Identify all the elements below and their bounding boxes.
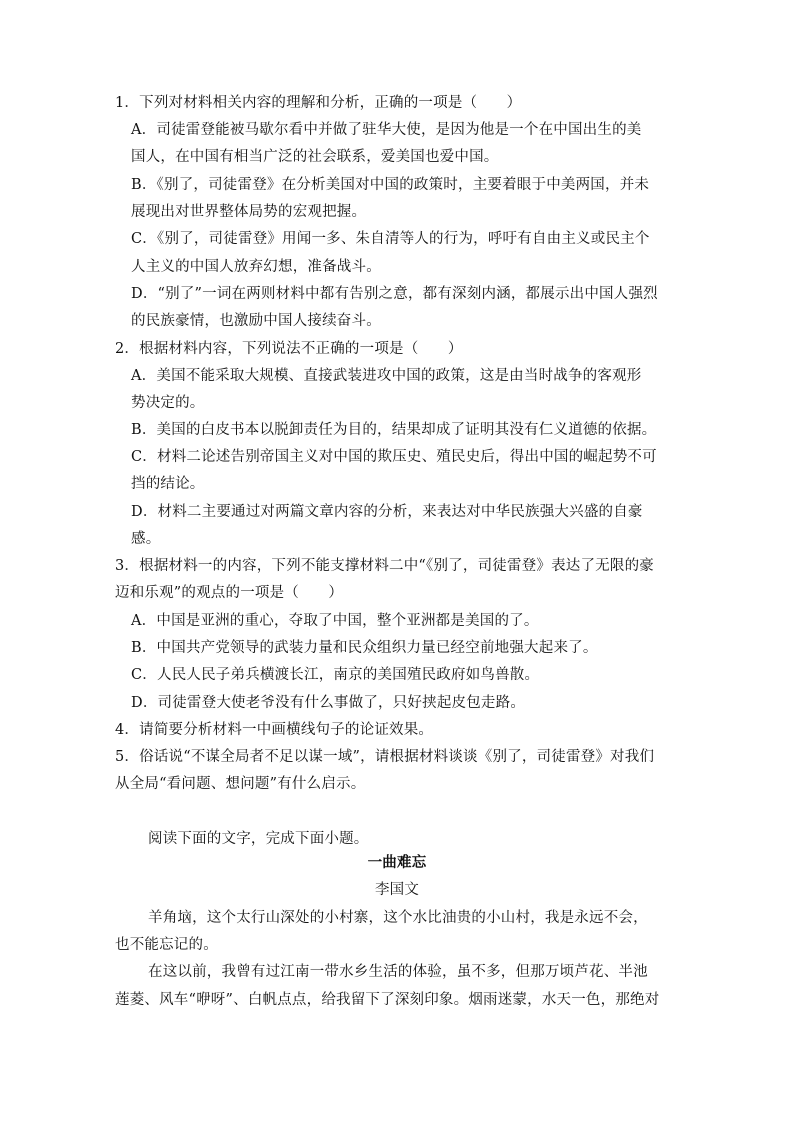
question-3-option-c: C．人民人民子弟兵横渡长江，南京的美国殖民政府如鸟兽散。 [131, 667, 540, 683]
question-1-option-a-cont: 国人，在中国有相当广泛的社会联系，爱美国也爱中国。 [131, 149, 499, 165]
question-3-option-a: A．中国是亚洲的重心，夺取了中国，整个亚洲都是美国的了。 [131, 613, 539, 629]
question-1-option-d: D．“别了”一词在两则材料中都有告别之意，都有深刻内涵，都展示出中国人强烈 [131, 286, 658, 302]
question-5-stem-cont: 从全局“看问题、想问题”有什么启示。 [115, 776, 366, 792]
question-2-option-a: A．美国不能采取大规模、直接武装进攻中国的政策，这是由当时战争的客观形 [131, 368, 642, 384]
passage-paragraph-1-cont: 也不能忘记的。 [115, 937, 218, 953]
question-1-option-b: B．《别了，司徒雷登》在分析美国对中国的政策时，主要着眼于中美两国，并未 [131, 177, 650, 193]
question-2-option-c: C．材料二论述告别帝国主义对中国的欺压史、殖民史后，得出中国的崛起势不可 [131, 449, 657, 465]
question-2-option-d: D．材料二主要通过对两篇文章内容的分析，来表达对中华民族强大兴盛的自豪 [131, 504, 643, 520]
question-2-option-c-cont: 挡的结论。 [131, 476, 205, 492]
question-1-option-c-cont: 人主义的中国人放弃幻想，准备战斗。 [131, 259, 381, 275]
question-1-option-d-cont: 的民族豪情，也激励中国人接续奋斗。 [131, 313, 381, 329]
passage-author: 李国文 [374, 882, 420, 898]
question-3-stem: 3．根据材料一的内容，下列不能支撑材料二中“《别了，司徒雷登》表达了无限的豪 [115, 558, 654, 574]
reading-instruction: 阅读下面的文字，完成下面小题。 [148, 831, 369, 847]
question-2-option-a-cont: 势决定的。 [131, 395, 205, 411]
passage-paragraph-2-cont: 莲菱、风车“咿呀”、白帆点点，给我留下了深刻印象。烟雨迷蒙，水天一色，那绝对 [115, 992, 660, 1008]
passage-paragraph-1: 羊角垴，这个太行山深处的小村寨，这个水比油贵的小山村，我是永远不会， [148, 910, 648, 926]
question-2-option-d-cont: 感。 [131, 531, 161, 547]
question-2-stem: 2．根据材料内容，下列说法不正确的一项是（ ） [115, 341, 463, 357]
question-1-option-a: A．司徒雷登能被马歇尔看中并做了驻华大使，是因为他是一个在中国出生的美 [131, 122, 642, 138]
passage-paragraph-2: 在这以前，我曾有过江南一带水乡生活的体验，虽不多，但那万顷芦花、半池 [148, 964, 648, 980]
question-4-stem: 4．请简要分析材料一中画横线句子的论证效果。 [115, 722, 434, 738]
question-3-option-b: B．中国共产党领导的武装力量和民众组织力量已经空前地强大起来了。 [131, 640, 598, 656]
question-1-option-c: C．《别了，司徒雷登》用闻一多、朱自清等人的行为，呼吁有自由主义或民主个 [131, 231, 650, 247]
question-3-option-d: D．司徒雷登大使老爷没有什么事做了，只好挟起皮包走路。 [131, 695, 526, 711]
question-2-option-b: B．美国的白皮书本以脱卸责任为目的，结果却成了证明其没有仁义道德的依据。 [131, 422, 657, 438]
passage-title: 一曲难忘 [367, 854, 427, 871]
question-5-stem: 5．俗话说“不谋全局者不足以谋一域”，请根据材料谈谈《别了，司徒雷登》对我们 [115, 749, 655, 765]
question-3-stem-cont: 迈和乐观”的观点的一项是（ ） [115, 585, 344, 601]
question-1-stem: 1．下列对材料相关内容的理解和分析，正确的一项是（ ） [115, 95, 522, 111]
question-1-option-b-cont: 展现出对世界整体局势的宏观把握。 [131, 204, 367, 220]
